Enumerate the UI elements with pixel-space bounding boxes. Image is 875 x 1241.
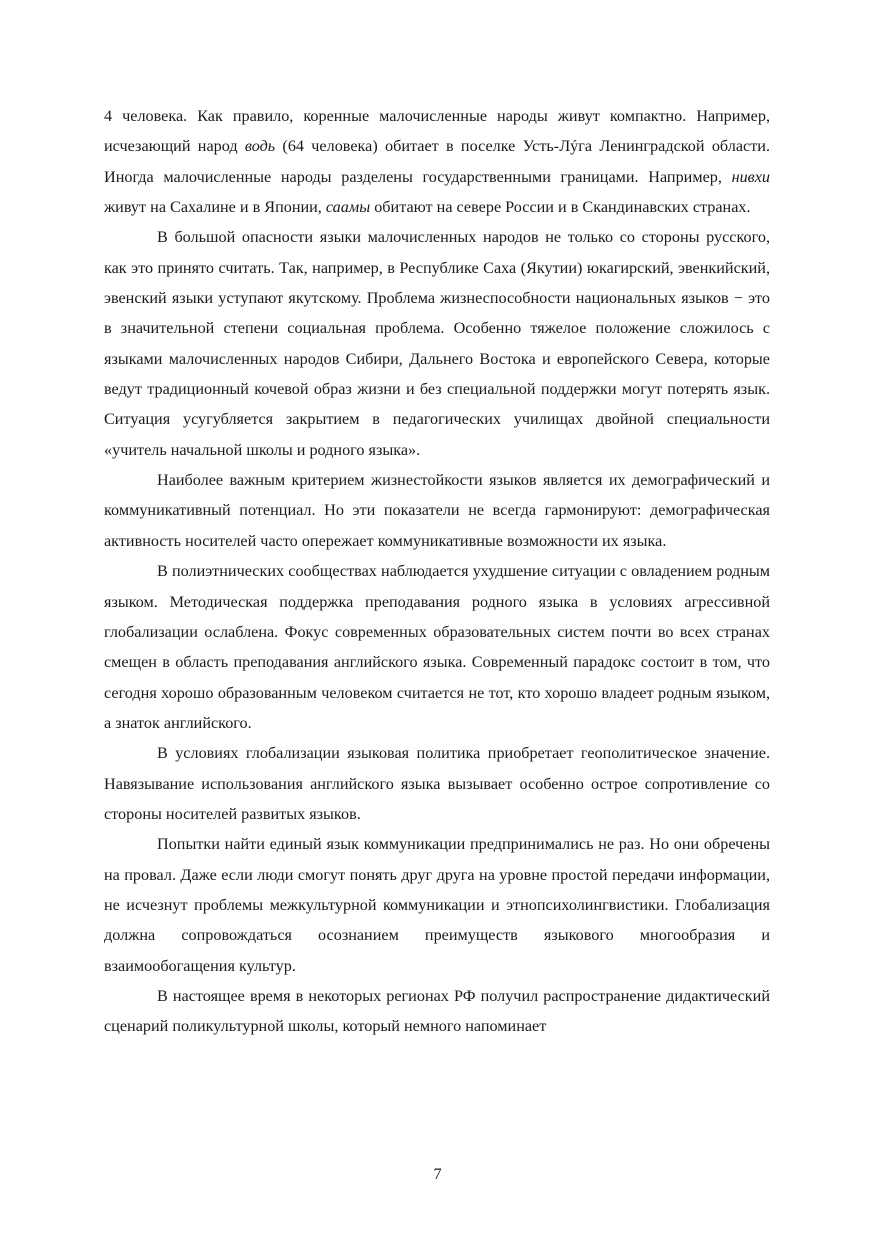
text-segment: В большой опасности языки малочисленных народов не только со стороны русского, как это принято считать. Так, например, в Республике Саха (Якутии) юкагирский, эвенкийский, эвенский языки уступают якутскому. Проблема жизнеспособности национальных языков − это в значительной степени социальная проблема. Особенно тяжелое положение сложилось с языками малочисленных народов Сибири, Дальнего Востока и европейского Севера, которые ведут традиционный кочевой образ жизни и без специальной поддержки могут потерять язык. Ситуация усугубляется закрытием в педагогических училищах двойной специальности «учитель начальной школы и родного языка».	[104, 228, 770, 459]
italic-term: нивхи	[731, 167, 770, 186]
text-segment: В условиях глобализации языковая политика приобретает геополитическое значение. Навязывание использования английского языка вызывает особенно острое сопротивление со стороны носителей развитых языков.	[104, 744, 770, 823]
page-number: 7	[433, 1165, 442, 1183]
text-segment: живут на Сахалине и в Японии,	[104, 198, 326, 217]
paragraph	[104, 981, 770, 1042]
italic-term: водь	[244, 137, 276, 156]
paragraph	[104, 738, 770, 829]
text-segment: Попытки найти единый язык коммуникации предпринимались не раз. Но они обречены на провал. Даже если люди смогут понять друг друга на уровне простой передачи информации, не исчезнут проблемы межкультурной коммуникации и этнопсихолингвистики. Глобализация должна сопровождаться осознанием преимуществ языкового многообразия и взаимообогащения культур.	[104, 835, 770, 975]
text-segment: В настоящее время в некоторых регионах РФ получил распространение дидактический сценарий поликультурной школы, который немного напоминает	[104, 986, 770, 1036]
paragraph	[104, 829, 770, 981]
text-segment: обитают на севере России и в Скандинавских странах.	[370, 198, 751, 217]
paragraph	[104, 222, 770, 465]
paragraph	[104, 556, 770, 738]
text-segment: 4 человека. Как правило, коренные малочисленные народы живут компактно. Например, исчезающий народ	[104, 107, 770, 156]
body-text	[104, 101, 770, 1042]
text-segment: (64 человека) обитает в поселке Усть-Лýга Ленинградской области. Иногда малочисленные народы разделены государственными границами. Например,	[104, 137, 770, 186]
paragraph	[104, 101, 770, 222]
paragraph	[104, 465, 770, 556]
italic-term: саамы	[325, 198, 371, 217]
text-segment: В полиэтнических сообществах наблюдается ухудшение ситуации с овладением родным языком. Методическая поддержка преподавания родного языка в условиях агрессивной глобализации ослаблена. Фокус современных образовательных систем почти во всех странах смещен в область преподавания английского языка. Современный парадокс состоит в том, что сегодня хорошо образованным человеком считается не тот, кто хорошо владеет родным языком, а знаток английского.	[104, 562, 770, 732]
text-segment: Наиболее важным критерием жизнестойкости языков является их демографический и коммуникативный потенциал. Но эти показатели не всегда гармонируют: демографическая активность носителей часто опережает коммуникативные возможности их языка.	[104, 471, 770, 550]
